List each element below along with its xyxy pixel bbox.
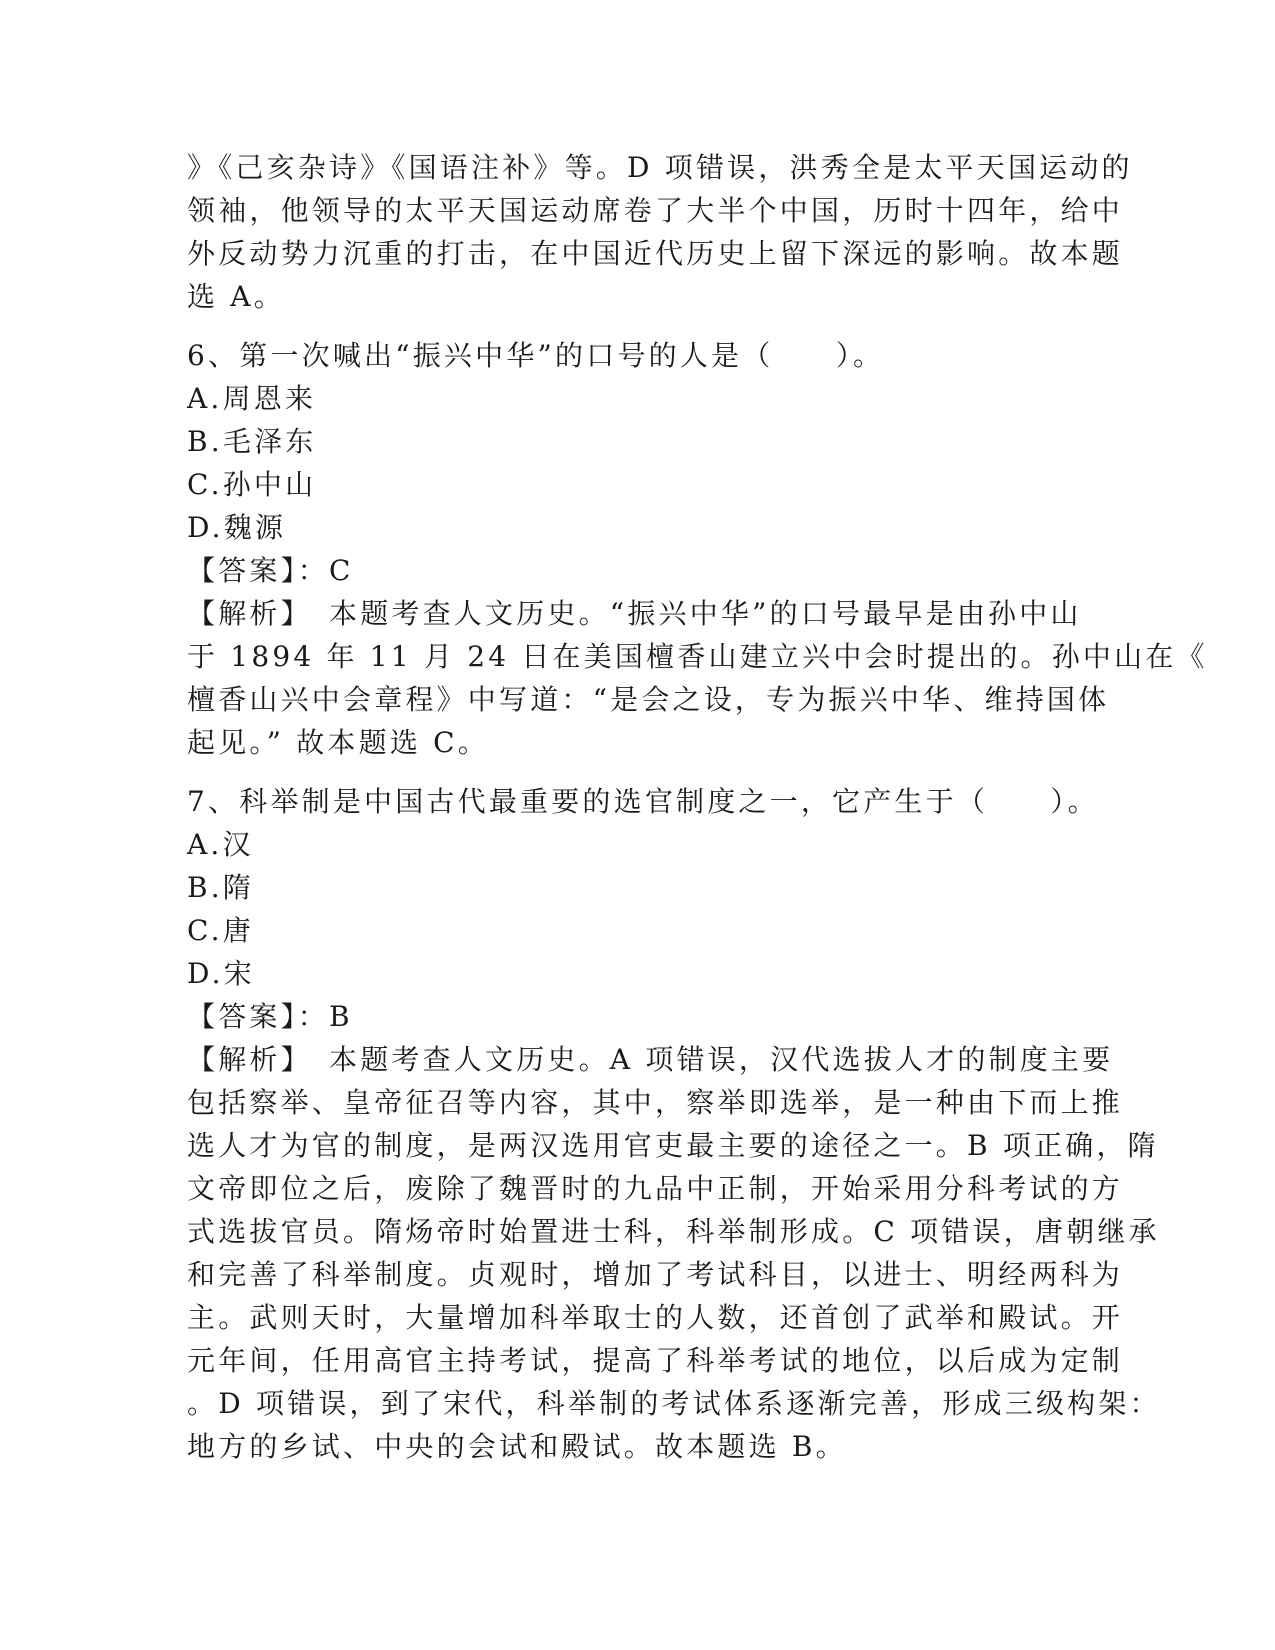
analysis-line: 主。武则天时，大量增加科举取士的人数，还首创了武举和殿试。开 xyxy=(187,1301,1124,1334)
question-stem: 7、科举制是中国古代最重要的选官制度之一，它产生于（ ）。 xyxy=(187,785,1099,818)
analysis-line: 选人才为官的制度，是两汉选用官吏最主要的途径之一。B 项正确，隋 xyxy=(187,1129,1159,1162)
option-b: B.毛泽东 xyxy=(187,425,317,458)
analysis-line: 【解析】 本题考查人文历史。“振兴中华”的口号最早是由孙中山 xyxy=(187,597,1082,630)
question-stem: 6、第一次喊出“振兴中华”的口号的人是（ ）。 xyxy=(187,339,885,372)
analysis-line: 檀香山兴中会章程》中写道：“是会之设，专为振兴中华、维持国体 xyxy=(187,683,1110,716)
answer-line: 【答案】：C xyxy=(187,554,354,587)
analysis-line: 文帝即位之后，废除了魏晋时的九品中正制，开始采用分科考试的方 xyxy=(187,1172,1124,1205)
continuation-paragraph xyxy=(187,146,1133,318)
analysis-line: 起见。” 故本题选 C。 xyxy=(187,726,489,759)
option-d: D.魏源 xyxy=(187,511,287,544)
analysis-line: 【解析】 本题考查人文历史。A 项错误，汉代选拔人才的制度主要 xyxy=(187,1043,1114,1076)
answer-line: 【答案】：B xyxy=(187,1000,353,1033)
analysis-line: 元年间，任用高官主持考试，提高了科举考试的地位，以后成为定制 xyxy=(187,1344,1124,1377)
document-page xyxy=(187,146,1208,1468)
option-a: A.周恩来 xyxy=(187,382,317,415)
analysis-line: 地方的乡试、中央的会试和殿试。故本题选 B。 xyxy=(187,1430,847,1463)
option-c: C.孙中山 xyxy=(187,468,317,501)
text-line: 领袖，他领导的太平天国运动席卷了大半个中国，历时十四年，给中 xyxy=(187,194,1124,227)
question-7 xyxy=(187,780,1161,1468)
analysis-line: 包括察举、皇帝征召等内容，其中，察举即选举，是一种由下而上推 xyxy=(187,1086,1124,1119)
option-b: B.隋 xyxy=(187,871,255,904)
text-line: 选 A。 xyxy=(187,280,285,313)
analysis-line: 。D 项错误，到了宋代，科举制的考试体系逐渐完善，形成三级构架： xyxy=(187,1387,1161,1420)
analysis-line: 于 1894 年 11 月 24 日在美国檀香山建立兴中会时提出的。孙中山在《 xyxy=(187,640,1208,673)
option-a: A.汉 xyxy=(187,828,254,861)
option-c: C.唐 xyxy=(187,914,254,947)
analysis-line: 式选拔官员。隋炀帝时始置进士科，科举制形成。C 项错误，唐朝继承 xyxy=(187,1215,1160,1248)
option-d: D.宋 xyxy=(187,957,255,990)
analysis-line: 和完善了科举制度。贞观时，增加了考试科目，以进士、明经两科为 xyxy=(187,1258,1124,1291)
text-line: 》《己亥杂诗》《国语注补》等。D 项错误，洪秀全是太平天国运动的 xyxy=(187,151,1133,184)
question-6 xyxy=(187,334,1208,764)
text-line: 外反动势力沉重的打击，在中国近代历史上留下深远的影响。故本题 xyxy=(187,237,1124,270)
